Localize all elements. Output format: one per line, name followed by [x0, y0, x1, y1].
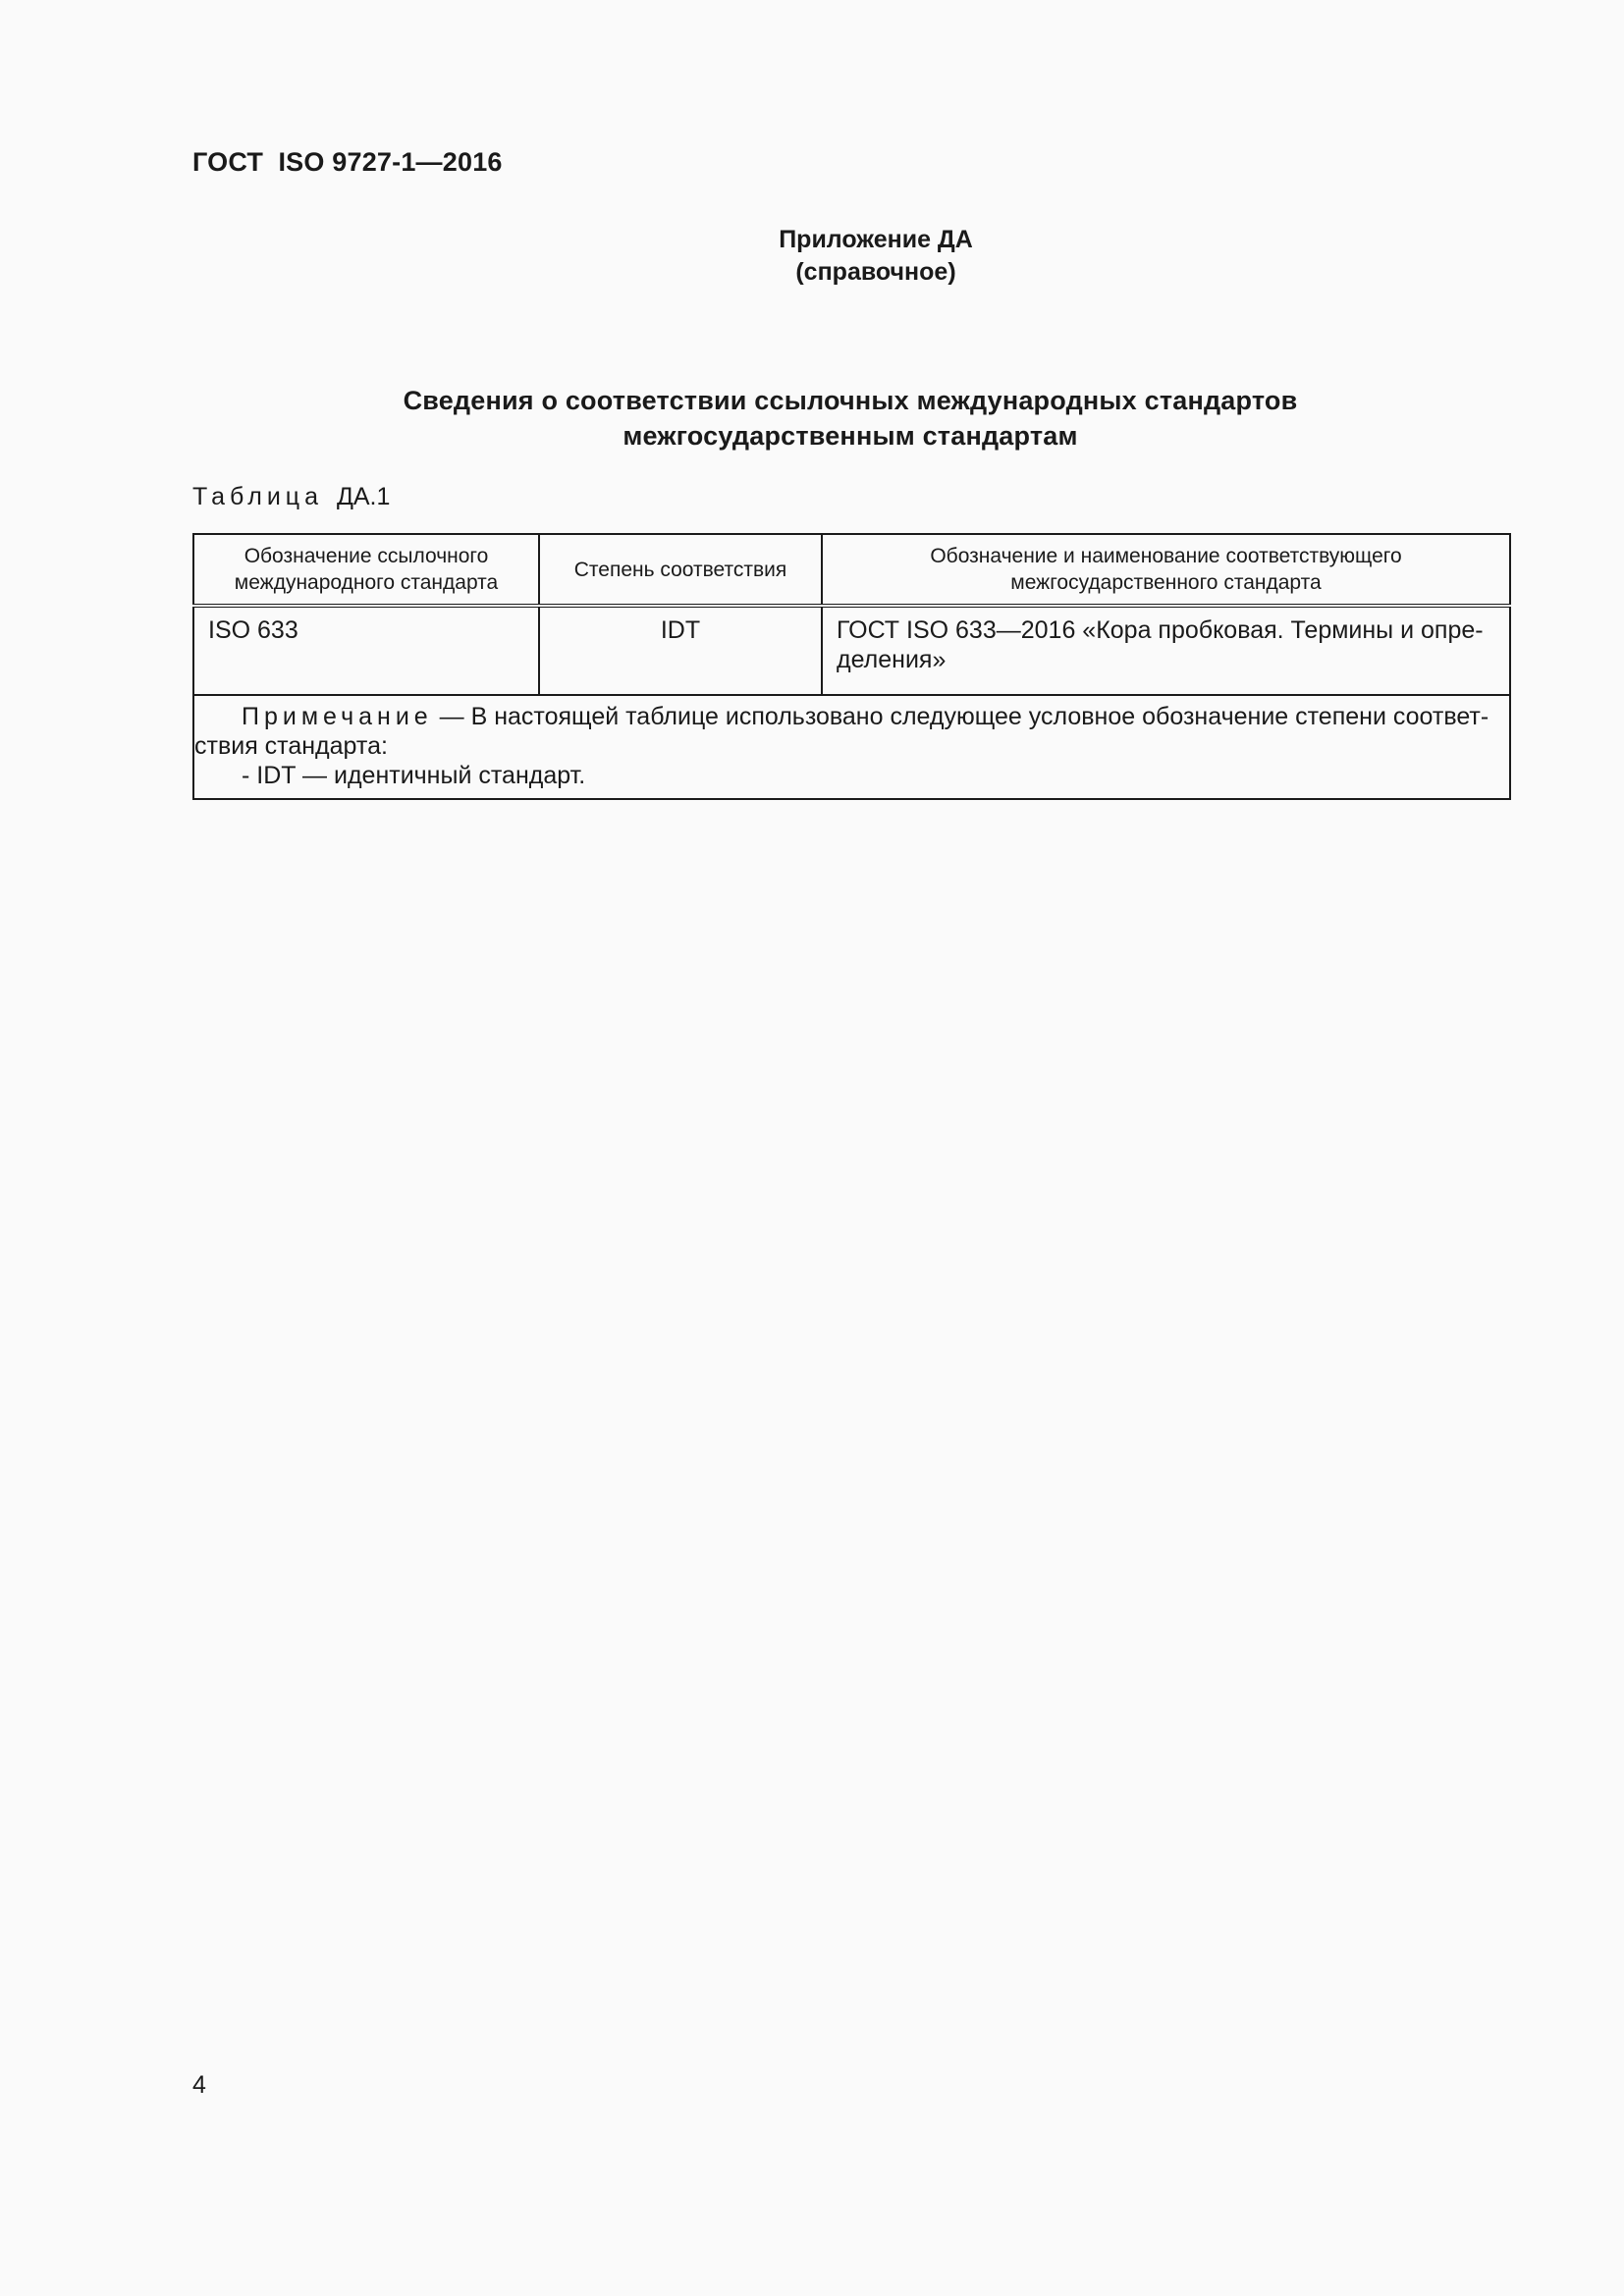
note-line: ствия стандарта:	[194, 732, 388, 760]
header-text: межгосударственного стандарта	[1010, 571, 1322, 594]
table-caption-number: ДА.1	[336, 483, 391, 510]
note-text: — В настоящей таблице использовано следующее условное обозначение степени соответ-	[432, 703, 1489, 730]
section-title-line1: Сведения о соответствии ссылочных международных стандартов	[403, 386, 1298, 415]
document-code: ГОСТ ISO 9727-1—2016	[192, 147, 503, 177]
page-number: 4	[192, 2071, 206, 2099]
note-line: - IDT — идентичный стандарт.	[242, 762, 586, 789]
header-cell-reference	[193, 534, 539, 606]
appendix-subtitle: (справочное)	[795, 258, 956, 286]
cell-degree: IDT	[539, 606, 822, 695]
note-line	[194, 702, 1495, 731]
header-text: Обозначение ссылочного	[244, 545, 489, 567]
table-note-row	[193, 695, 1510, 799]
cell-standard	[822, 606, 1510, 695]
header-text: международного стандарта	[234, 571, 499, 594]
appendix-heading	[192, 224, 1508, 289]
cell-standard-line: ГОСТ ISO 633—2016 «Кора пробковая. Термины и опре-	[837, 616, 1484, 644]
table-row	[193, 606, 1510, 695]
header-cell-standard	[822, 534, 1510, 606]
section-title-line2: межгосударственным стандартам	[623, 421, 1078, 451]
table-note	[193, 695, 1510, 799]
section-title	[192, 383, 1508, 454]
header-text: Обозначение и наименование соответствующего	[930, 545, 1402, 567]
header-text: Степень соответствия	[573, 558, 787, 581]
note-label: Примечание	[242, 703, 433, 730]
cell-standard-line: деления»	[837, 646, 947, 673]
table-header-row	[193, 534, 1510, 606]
appendix-title: Приложение ДА	[779, 226, 973, 253]
table-caption	[192, 483, 390, 511]
header-cell-degree	[539, 534, 822, 606]
table-caption-label: Таблица	[192, 483, 324, 510]
cell-reference: ISO 633	[193, 606, 539, 695]
correspondence-table	[192, 533, 1511, 800]
